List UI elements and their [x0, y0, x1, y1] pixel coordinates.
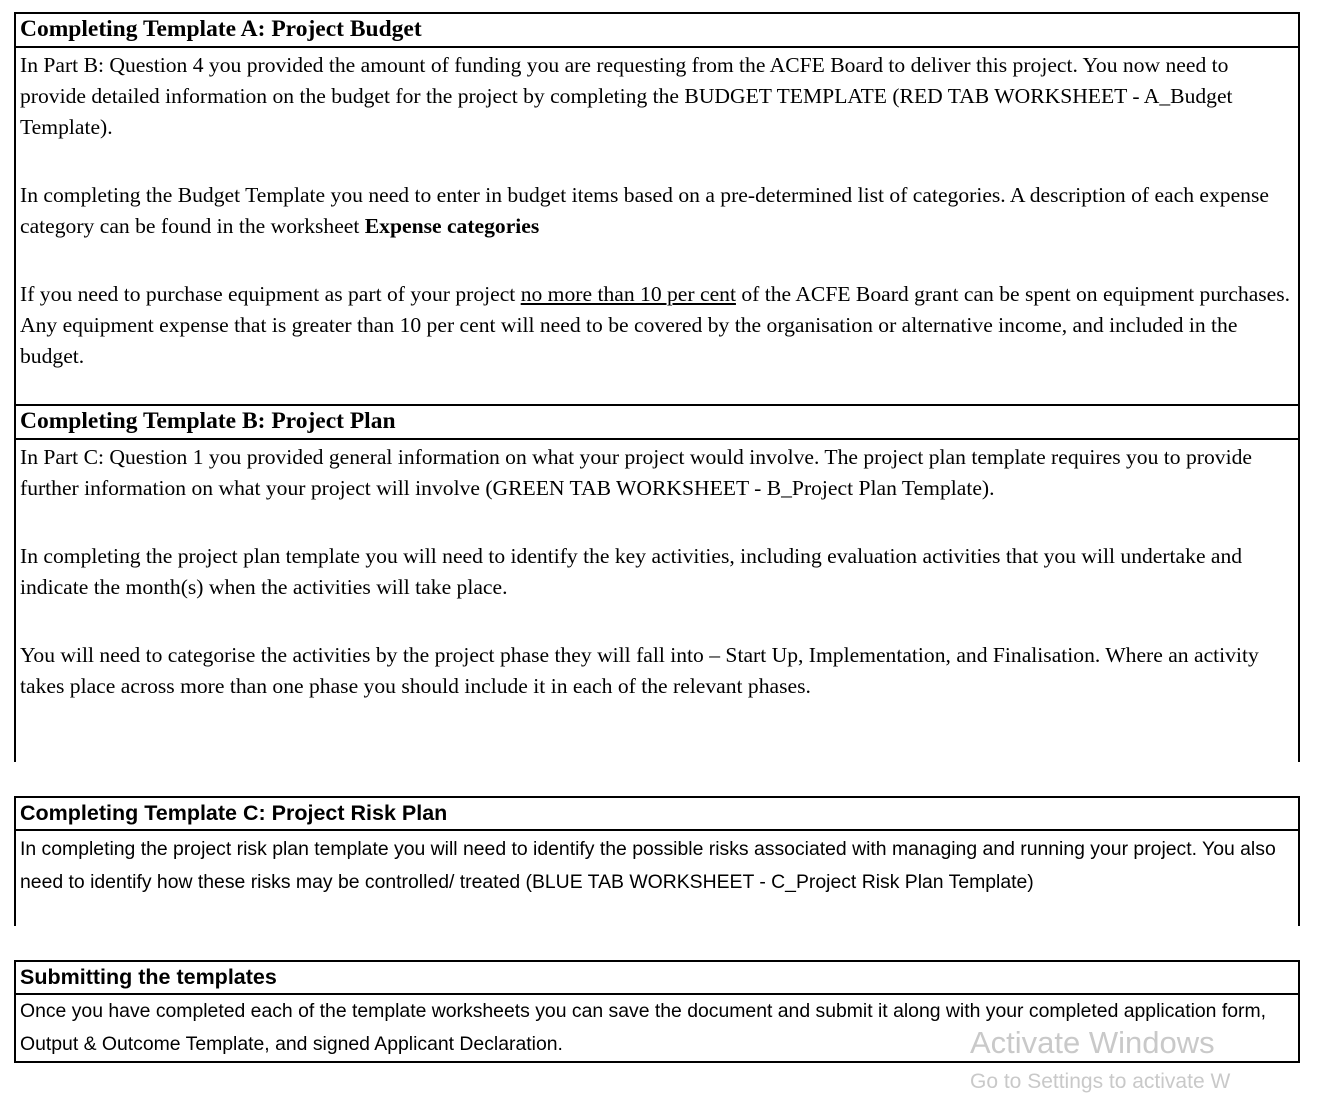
paragraph	[20, 279, 1294, 372]
paragraph-text: In completing the Budget Template you need to enter in budget items based on a pre-determined list of categories. A description of each expense category can be found in the worksheet	[20, 183, 1269, 238]
section-project-plan	[14, 404, 1300, 762]
section-body	[16, 440, 1298, 702]
paragraph: In Part B: Question 4 you provided the amount of funding you are requesting from the ACFE Board to deliver this project. You now need to provide detailed information on the budget for the project by completing the BUDGET TEMPLATE (RED TAB WORKSHEET - A_Budget Template).	[20, 53, 1233, 139]
section-project-budget	[14, 12, 1300, 406]
section-body	[16, 831, 1298, 899]
paragraph-text: If you need to purchase equipment as part of your project	[20, 282, 521, 306]
paragraph	[20, 180, 1294, 242]
expense-categories-ref: Expense categories	[364, 214, 540, 238]
paragraph: In Part C: Question 1 you provided general information on what your project would involve. The project plan template requires you to provide further information on what your project will involve (GREEN TAB WORKSHEET - B_Project Plan Template).	[20, 445, 1252, 500]
section-title: Completing Template B: Project Plan	[16, 404, 1298, 440]
equipment-limit-text: no more than 10 per cent	[520, 282, 736, 306]
paragraph: In completing the project risk plan template you will need to identify the possible risks associated with managing and running your project. You also need to identify how these risks may be controlled/ treated (BLUE TAB WORKSHEET - C_Project Risk Plan Template)	[20, 838, 1276, 893]
paragraph: Once you have completed each of the template worksheets you can save the document and submit it along with your completed application form, Output & Outcome Template, and signed Applicant Declaration.	[20, 1000, 1267, 1055]
section-title: Completing Template C: Project Risk Plan	[16, 796, 1298, 831]
paragraph-text: of the ACFE Board grant can be spent on equipment purchases. Any equipment expense that is greater than 10 per cent will need to be covered by the organisation or alternative income, and included in the budget.	[20, 282, 1291, 368]
activate-windows-watermark: Activate Windows	[970, 1025, 1215, 1060]
activate-windows-hint: Go to Settings to activate W	[970, 1070, 1231, 1093]
section-title: Completing Template A: Project Budget	[16, 12, 1298, 48]
paragraph: You will need to categorise the activities by the project phase they will fall into – Start Up, Implementation, and Finalisation. Where an activity takes place across more than one phase you should include it in each of the relevant phases.	[20, 643, 1259, 698]
section-title: Submitting the templates	[16, 960, 1298, 995]
section-project-risk-plan	[14, 796, 1300, 926]
paragraph: In completing the project plan template you will need to identify the key activities, including evaluation activities that you will undertake and indicate the month(s) when the activities will take place.	[20, 544, 1243, 599]
section-body	[16, 48, 1298, 372]
